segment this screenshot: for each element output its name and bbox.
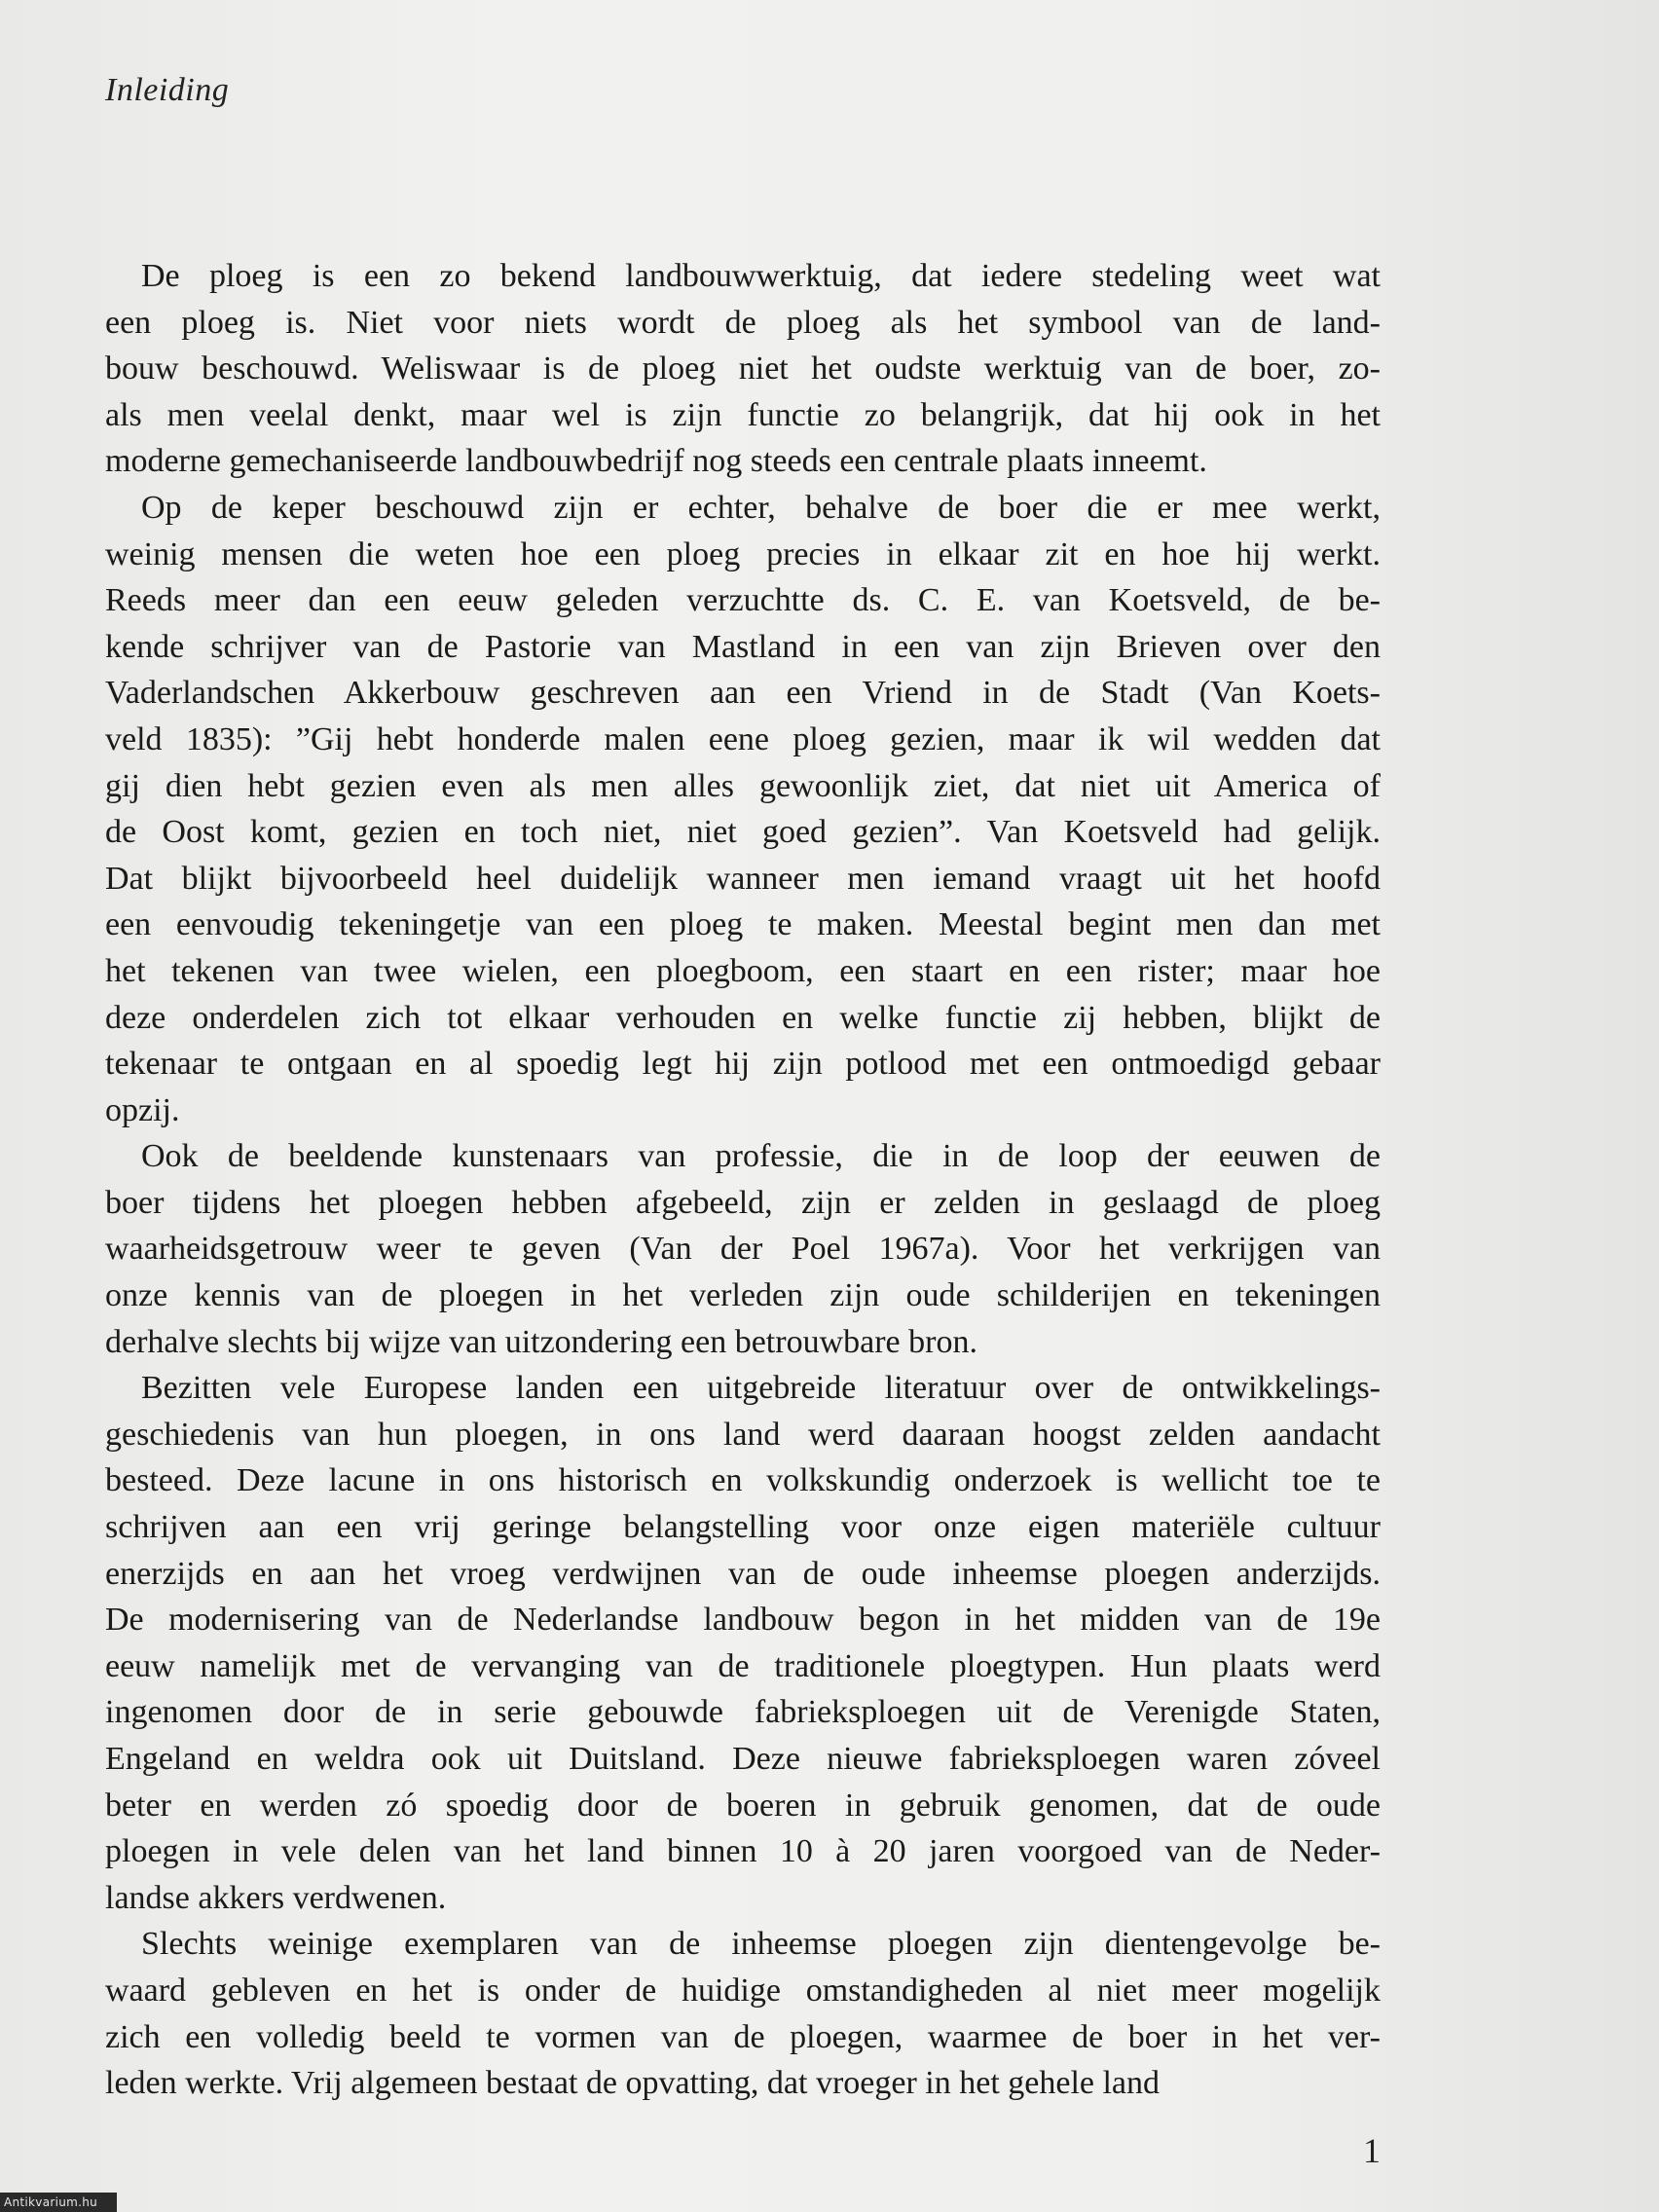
text-line: Engeland en weldra ook uit Duitsland. Deze nieuwe fabrieksploegen waren zóveel xyxy=(105,1741,1381,1777)
text-line: De modernisering van de Nederlandse landbouw begon in het midden van de 19e xyxy=(105,1602,1381,1639)
text-line: geschiedenis van hun ploegen, in ons land werd daaraan hoogst zelden aandacht xyxy=(105,1416,1381,1453)
text-line: de Oost komt, gezien en toch niet, niet goed gezien”. Van Koetsveld had gelijk. xyxy=(105,814,1381,851)
text-line: bouw beschouwd. Weliswaar is de ploeg niet het oudste werktuig van de boer, zo- xyxy=(105,350,1381,387)
text-line: besteed. Deze lacune in ons historisch en volkskundig onderzoek is wellicht toe te xyxy=(105,1462,1381,1499)
text-line: beter en werden zó spoedig door de boeren in gebruik genomen, dat de oude xyxy=(105,1787,1381,1824)
text-line: schrijven aan een vrij geringe belangstelling voor onze eigen materiële cultuur xyxy=(105,1509,1381,1546)
paragraph-5 xyxy=(105,1921,1381,2106)
body-text xyxy=(105,253,1381,2107)
text-line: landse akkers verdwenen. xyxy=(105,1879,447,1916)
watermark-label: Antikvarium.hu xyxy=(0,2193,117,2212)
text-line: waard gebleven en het is onder de huidige omstandigheden al niet meer mogelijk xyxy=(105,1972,1381,2009)
text-line: Vaderlandschen Akkerbouw geschreven aan een Vriend in de Stadt (Van Koets- xyxy=(105,675,1381,712)
paragraph-4 xyxy=(105,1365,1381,1921)
text-line: veld 1835): ”Gij hebt honderde malen eene ploeg gezien, maar ik wil wedden dat xyxy=(105,720,1381,757)
text-line: kende schrijver van de Pastorie van Mastland in een van zijn Brieven over den xyxy=(105,628,1381,665)
text-line: een ploeg is. Niet voor niets wordt de ploeg als het symbool van de land- xyxy=(105,304,1381,341)
text-line: als men veelal denkt, maar wel is zijn functie zo belangrijk, dat hij ook in het xyxy=(105,396,1381,433)
text-line: derhalve slechts bij wijze van uitzondering een betrouwbare bron. xyxy=(105,1323,977,1360)
text-line: leden werkte. Vrij algemeen bestaat de opvatting, dat vroeger in het gehele land xyxy=(105,2065,1161,2102)
text-line: enerzijds en aan het vroeg verdwijnen van de oude inheemse ploegen anderzijds. xyxy=(105,1555,1381,1592)
text-line: Slechts weinige exemplaren van de inheemse ploegen zijn dientengevolge be- xyxy=(141,1926,1381,1963)
text-line: De ploeg is een zo bekend landbouwwerktuig, dat iedere stedeling weet wat xyxy=(141,258,1381,294)
text-line: weinig mensen die weten hoe een ploeg precies in elkaar zit en hoe hij werkt. xyxy=(105,535,1381,572)
paragraph-1 xyxy=(105,253,1381,485)
text-line: Bezitten vele Europese landen een uitgebreide literatuur over de ontwikkelings- xyxy=(141,1370,1381,1407)
text-line: deze onderdelen zich tot elkaar verhouden en welke functie zij hebben, blijkt de xyxy=(105,999,1381,1036)
text-line: ploegen in vele delen van het land binnen 10 à 20 jaren voorgoed van de Neder- xyxy=(105,1833,1381,1870)
text-line: ingenomen door de in serie gebouwde fabrieksploegen uit de Verenigde Staten, xyxy=(105,1694,1381,1731)
running-head: Inleiding xyxy=(105,72,230,108)
text-line: boer tijdens het ploegen hebben afgebeeld, zijn er zelden in geslaagd de ploeg xyxy=(105,1184,1381,1221)
text-line: Reeds meer dan een eeuw geleden verzuchtte ds. C. E. van Koetsveld, de be- xyxy=(105,582,1381,619)
text-line: het tekenen van twee wielen, een ploegboom, een staart en een rister; maar hoe xyxy=(105,952,1381,989)
paragraph-3 xyxy=(105,1133,1381,1365)
text-line: Op de keper beschouwd zijn er echter, behalve de boer die er mee werkt, xyxy=(141,489,1381,526)
paragraph-2 xyxy=(105,485,1381,1133)
text-line: opzij. xyxy=(105,1091,180,1128)
text-line: onze kennis van de ploegen in het verleden zijn oude schilderijen en tekeningen xyxy=(105,1277,1381,1314)
text-line: een eenvoudig tekeningetje van een ploeg te maken. Meestal begint men dan met xyxy=(105,906,1381,943)
text-line: zich een volledig beeld te vormen van de ploegen, waarmee de boer in het ver- xyxy=(105,2018,1381,2055)
text-line: tekenaar te ontgaan en al spoedig legt hij zijn potlood met een ontmoedigd gebaar xyxy=(105,1046,1381,1083)
text-line: eeuw namelijk met de vervanging van de traditionele ploegtypen. Hun plaats werd xyxy=(105,1647,1381,1684)
page-number: 1 xyxy=(1363,2131,1381,2170)
text-line: gij dien hebt gezien even als men alles gewoonlijk ziet, dat niet uit America of xyxy=(105,767,1381,804)
text-line: moderne gemechaniseerde landbouwbedrijf nog steeds een centrale plaats inneemt. xyxy=(105,443,1207,480)
text-line: Ook de beeldende kunstenaars van professie, die in de loop der eeuwen de xyxy=(141,1138,1381,1175)
text-line: Dat blijkt bijvoorbeeld heel duidelijk wanneer men iemand vraagt uit het hoofd xyxy=(105,860,1381,897)
text-line: waarheidsgetrouw weer te geven (Van der Poel 1967a). Voor het verkrijgen van xyxy=(105,1231,1381,1268)
